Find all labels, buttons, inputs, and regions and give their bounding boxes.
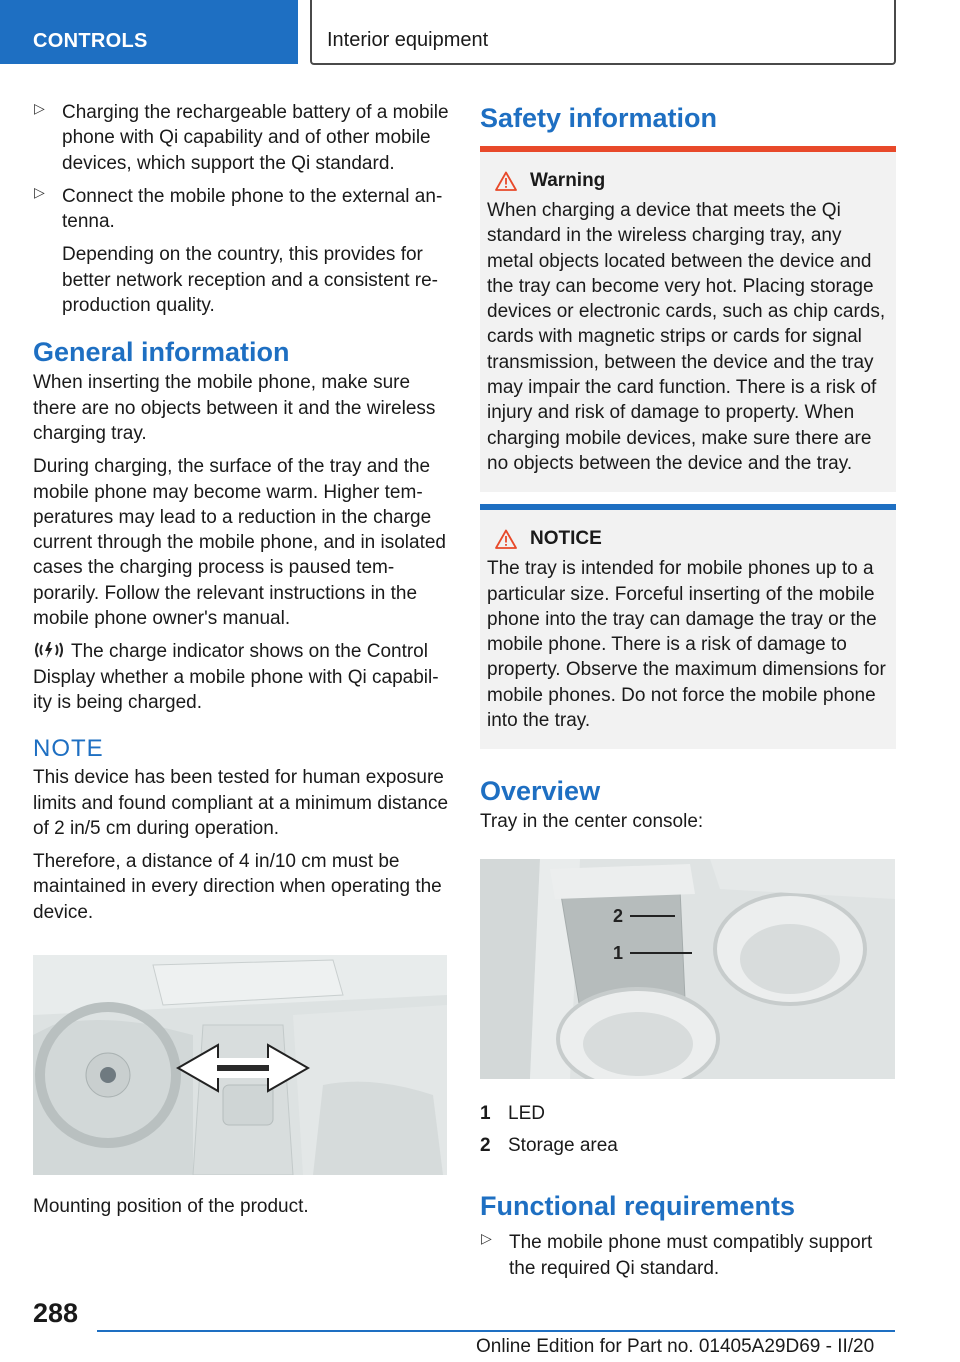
photo-caption: Mounting position of the product. [33, 1196, 309, 1218]
notice-title-row [495, 528, 890, 550]
legend-item [480, 1101, 896, 1126]
note-paragraph-2: Therefore, a distance of 4 in/10 cm must be maintained in every direction when operating the device. [33, 851, 442, 923]
general-information-heading: General information [33, 337, 290, 368]
note-paragraph-1: This device has been tested for human exposure limits and found compliant at a minimum distance of 2 in/5 cm during operation. [33, 767, 449, 839]
bullet-text: Charging the rechargeable battery of a mobile phone with Qi capability and of other mobile devices, which support the Qi standard. [62, 102, 449, 174]
left-column [33, 100, 449, 1219]
functional-requirements-heading: Functional requirements [480, 1191, 796, 1222]
note-heading: NOTE [33, 735, 104, 763]
notice-box [480, 504, 896, 749]
list-item [33, 184, 449, 318]
bullet-text: Connect the mobile phone to the external antenna. [62, 185, 443, 233]
page-number: 288 [33, 1298, 79, 1328]
callout-2: 2 [613, 905, 624, 926]
bullet-subtext: Depending on the country, this provides for better network reception and a consistent reproduction quality. [62, 244, 438, 317]
charge-indicator-paragraph [33, 639, 449, 715]
charge-indicator-text: The charge indicator shows on the Control Display whether a mobile phone with Qi capability is being charged. [33, 641, 439, 713]
legend-number: 1 [480, 1102, 491, 1124]
right-column [480, 100, 896, 1289]
warning-box [480, 146, 896, 492]
notice-title: NOTICE [530, 528, 602, 550]
safety-information-heading: Safety information [480, 103, 718, 133]
mounting-position-image [33, 955, 447, 1175]
notice-text: The tray is intended for mobile phones up to a particular size. Forceful inserting of the mobile phone into the tray can damage the tray or the mobile phone. There is a risk of damage to property. Observe the maximum dimensions for mobile phones. Do not force the mobile phone into the tray. [487, 558, 886, 732]
triangle-bullet-icon: ▷ [34, 183, 45, 200]
overview-text: Tray in the center console: [480, 811, 704, 833]
caution-triangle-icon [495, 529, 517, 549]
footer-edition: Online Edition for Part no. 01405A29D69 - II/20 [476, 1336, 875, 1357]
legend-label: LED [508, 1102, 545, 1124]
legend-number: 2 [480, 1134, 491, 1156]
overview-heading: Overview [480, 776, 601, 807]
section-title: CONTROLS [33, 30, 148, 52]
callout-1: 1 [613, 942, 624, 963]
center-console-tray-image [480, 859, 895, 1079]
warning-triangle-icon [495, 171, 517, 191]
list-item [480, 1230, 896, 1281]
list-item [33, 100, 449, 176]
footer-divider [97, 1330, 895, 1332]
legend-label: Storage area [508, 1134, 618, 1156]
general-paragraph-2: During charging, the surface of the tray and the mobile phone may become warm. Higher temperatures may lead to a reduction in the charge current through the mobile phone, and in isolated cases the charging process is paused temporarily. Follow the relevant instructions in the mobile phone owner's manual. [33, 456, 446, 630]
triangle-bullet-icon: ▷ [481, 1230, 492, 1247]
section-tab [0, 0, 298, 64]
warning-title-row [495, 170, 890, 192]
bullet-text: The mobile phone must compatibly support the required Qi standard. [509, 1232, 873, 1279]
triangle-bullet-icon: ▷ [34, 100, 45, 116]
warning-title: Warning [530, 170, 606, 191]
chapter-title: Interior equipment [327, 29, 489, 51]
legend-item [480, 1133, 896, 1158]
wireless-charging-icon [33, 640, 65, 660]
warning-text: When charging a device that meets the Qi standard in the wireless charging tray, any metal objects located between the device and the tray can become very hot. Placing storage devices or electronic cards, such as chip cards, cards with magnetic strips or cards for signal transmission, between the device and the tray may impair the card function. There is a risk of injury and risk of damage to property. When charging mobile devices, make sure there are no objects between the device and the tray. [487, 200, 886, 474]
general-paragraph-1: When inserting the mobile phone, make sure there are no objects between it and the wireless charging tray. [33, 372, 436, 444]
chapter-header [310, 0, 896, 65]
